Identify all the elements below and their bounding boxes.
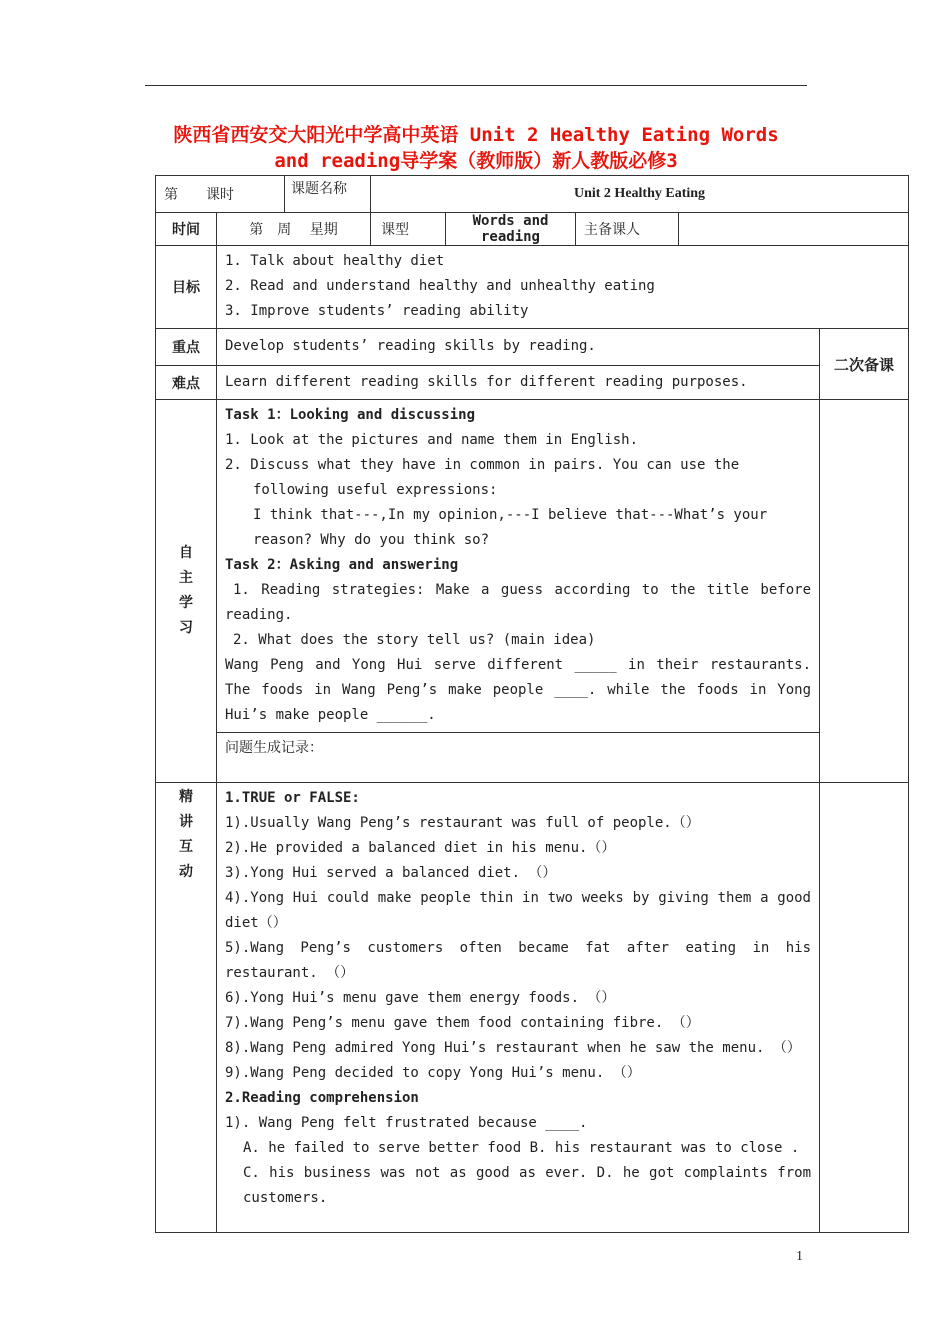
header-row-1: [156, 176, 909, 213]
rc-option: C. his business was not as good as ever. D. he got complaints from customers.: [243, 1165, 811, 1206]
preparer-value: [679, 213, 909, 246]
lesson-cell: 第 课时: [156, 176, 285, 213]
preparer-label: 主备课人: [576, 213, 679, 246]
tf-item: 9).Wang Peng decided to copy Yong Hui’s menu. （）: [225, 1065, 641, 1081]
page-number: 1: [796, 1249, 803, 1264]
rc-question: 1). Wang Peng felt frustrated because ____.: [225, 1115, 588, 1131]
topic-title: Unit 2 Healthy Eating: [371, 176, 909, 213]
tf-item: 4).Yong Hui could make people thin in two weeks by giving them a good diet（）: [225, 890, 811, 931]
topic-label: 课题名称: [285, 176, 371, 213]
task1-item: following useful expressions:: [253, 482, 498, 498]
tf-item: 6).Yong Hui’s menu gave them energy foods. （）: [225, 990, 616, 1006]
second-prep-label: 二次备课: [820, 329, 909, 400]
goal-item: 3. Improve students’ reading ability: [225, 303, 529, 319]
task1-item: reason? Why do you think so?: [253, 532, 490, 548]
task2-item: Wang Peng and Yong Hui serve different _____ in their restaurants. The foods in Wang Peng’s make people ____. while the foods in Yong Hui’s make people ______.: [225, 657, 811, 723]
key-point-row: [156, 329, 909, 366]
title-line-1: 陕西省西安交大阳光中学高中英语 Unit 2 Healthy Eating Words: [173, 124, 779, 146]
interaction-notes: [820, 783, 909, 1233]
task1-item: I think that---,In my opinion,---I believe that---What’s your: [253, 507, 768, 523]
tf-item: 1).Usually Wang Peng’s restaurant was full of people.（）: [225, 815, 700, 831]
goal-item: 1. Talk about healthy diet: [225, 253, 445, 269]
time-label: 时间: [156, 213, 217, 246]
goals-label: 目标: [156, 246, 217, 329]
self-study-label: 自 主 学 习: [156, 400, 217, 783]
task1-item: 2. Discuss what they have in common in pairs. You can use the: [225, 457, 740, 473]
self-study-row: [156, 400, 909, 733]
difficult-point-label: 难点: [156, 366, 217, 400]
title-line-2: and reading导学案（教师版）新人教版必修3: [274, 150, 678, 172]
tf-item: 7).Wang Peng’s menu gave them food containing fibre. （）: [225, 1015, 700, 1031]
type-label: 课型: [371, 213, 446, 246]
task1-title: Task 1：Looking and discussing: [225, 407, 476, 423]
goals-list: [217, 246, 909, 329]
interaction-row: [156, 783, 909, 1233]
rc-title: 2.Reading comprehension: [225, 1090, 419, 1106]
rc-option: A. he failed to serve better food B. his restaurant was to close .: [243, 1140, 800, 1156]
tf-item: 3).Yong Hui served a balanced diet. （）: [225, 865, 557, 881]
task2-item: 2. What does the story tell us? (main idea): [233, 632, 596, 648]
time-value: 第 周 星期: [217, 213, 371, 246]
lesson-plan-table: [155, 175, 909, 1233]
interaction-content: [217, 783, 820, 1233]
tf-item: 2).He provided a balanced diet in his menu.（）: [225, 840, 616, 856]
self-study-content: [217, 400, 820, 733]
header-row-2: [156, 213, 909, 246]
key-point-text: Develop students’ reading skills by reading.: [217, 329, 820, 366]
tf-title: 1.TRUE or FALSE:: [225, 790, 360, 806]
document-title: [140, 122, 812, 174]
question-record-row: [156, 733, 909, 783]
difficult-point-row: [156, 366, 909, 400]
type-value: Words and reading: [446, 213, 576, 246]
question-record: 问题生成记录：: [217, 733, 820, 783]
interaction-label: 精 讲 互 动: [156, 783, 217, 1233]
tf-item: 8).Wang Peng admired Yong Hui’s restaurant when he saw the menu. （）: [225, 1040, 801, 1056]
task2-item: 1. Reading strategies: Make a guess according to the title before reading.: [225, 582, 811, 623]
goals-row: [156, 246, 909, 329]
tf-item: 5).Wang Peng’s customers often became fat after eating in his restaurant. （）: [225, 940, 811, 981]
goal-item: 2. Read and understand healthy and unhealthy eating: [225, 278, 655, 294]
header-rule: [145, 85, 807, 86]
task2-title: Task 2：Asking and answering: [225, 557, 459, 573]
key-point-label: 重点: [156, 329, 217, 366]
task1-item: 1. Look at the pictures and name them in English.: [225, 432, 639, 448]
difficult-point-text: Learn different reading skills for different reading purposes.: [217, 366, 820, 400]
self-study-notes: [820, 400, 909, 783]
